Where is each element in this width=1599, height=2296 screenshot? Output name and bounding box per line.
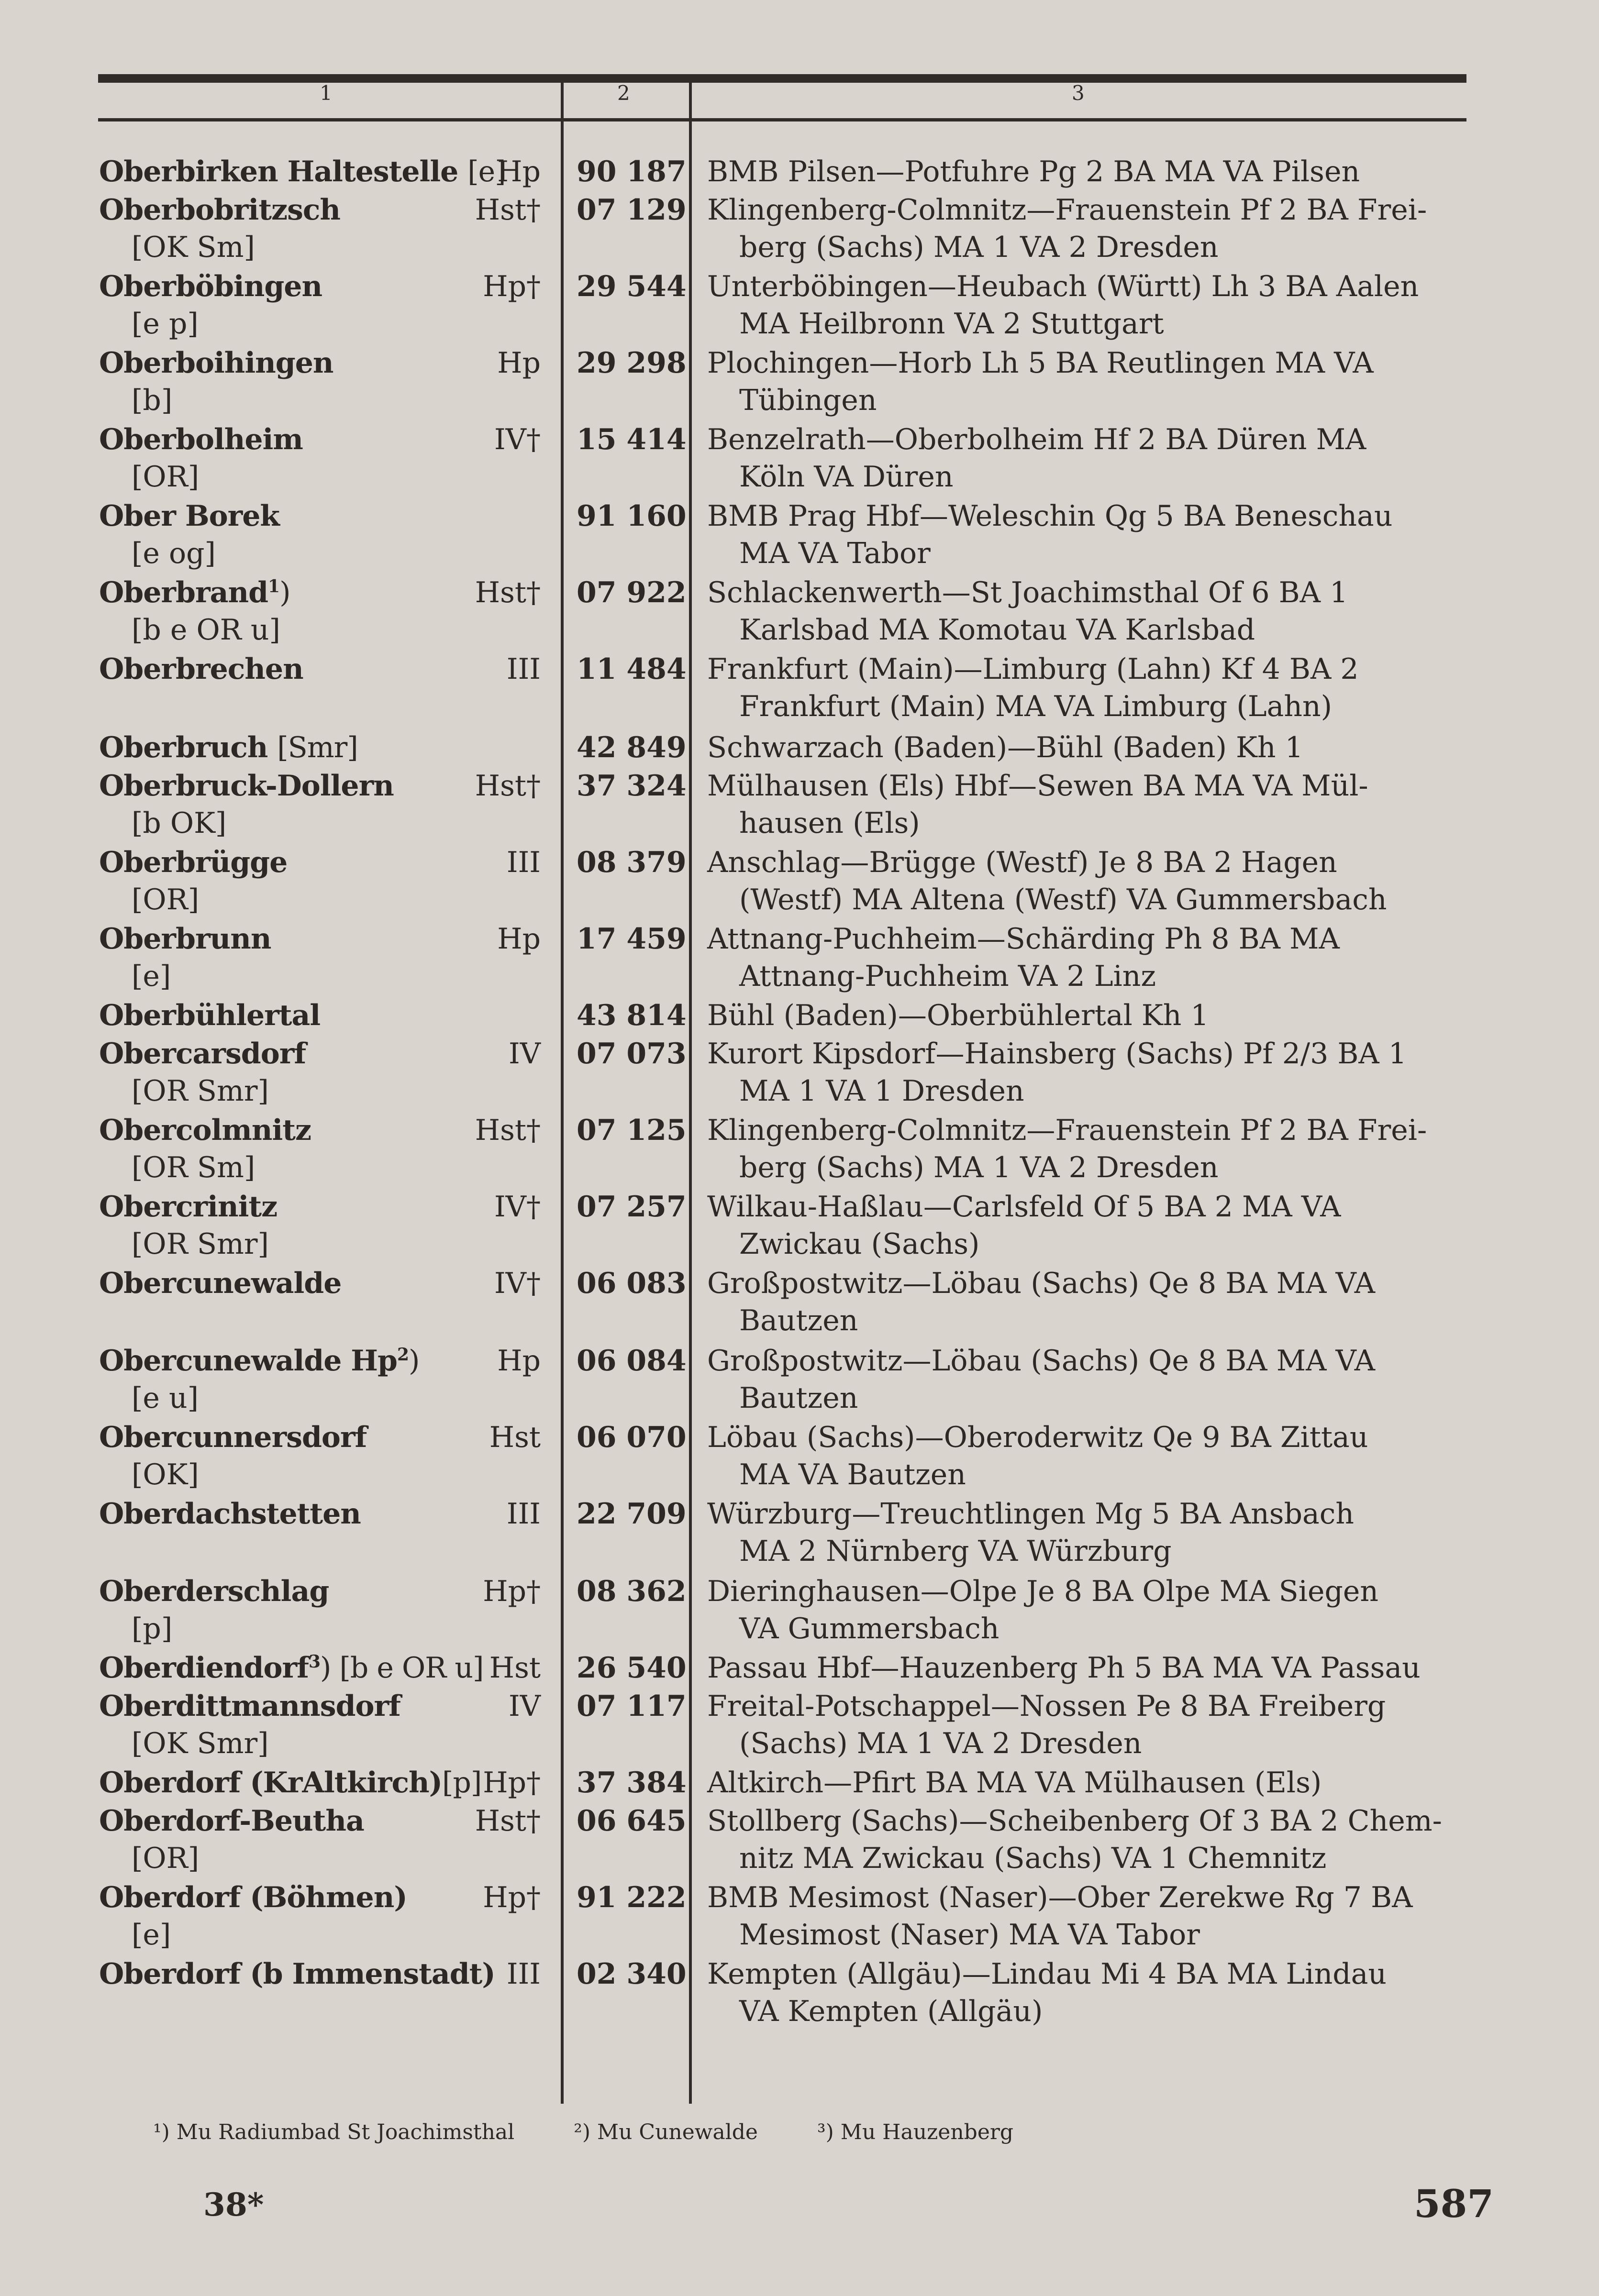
station-code: 08 362	[577, 1575, 687, 1608]
station-class: Hst	[489, 1651, 541, 1685]
station-class: IV†	[494, 423, 541, 456]
column-header-3: 3	[1072, 81, 1085, 105]
station-code: 17 459	[577, 922, 687, 956]
station-code: 08 379	[577, 846, 687, 879]
station-name: Oberbrunn	[99, 922, 271, 956]
station-code: 06 083	[577, 1267, 687, 1300]
station-detail-line2: Bautzen	[739, 1304, 858, 1337]
station-class: III	[506, 1957, 541, 1991]
station-detail-line1: Dieringhausen—Olpe Je 8 BA Olpe MA Siegen	[707, 1575, 1379, 1608]
station-detail-line2: berg (Sachs) MA 1 VA 2 Dresden	[739, 231, 1219, 264]
station-detail-line1: Stollberg (Sachs)—Scheibenberg Of 3 BA 2 Chem-	[707, 1804, 1442, 1838]
station-detail-line1: Schlackenwerth—St Joachimsthal Of 6 BA 1	[707, 576, 1348, 609]
station-bracket: [Smr]	[277, 731, 358, 764]
station-name: Oberderschlag	[99, 1575, 329, 1608]
station-entry	[0, 1957, 1599, 2034]
station-sub: [OR Sm]	[132, 1151, 255, 1184]
station-sub: [OR]	[132, 1842, 200, 1875]
station-detail-line1: Attnang-Puchheim—Schärding Ph 8 BA MA	[707, 922, 1340, 956]
station-sub: [e]	[132, 960, 171, 993]
station-class: Hst†	[475, 193, 541, 227]
station-detail-line2: MA 1 VA 1 Dresden	[739, 1074, 1024, 1108]
station-name: Obercrinitz	[99, 1190, 278, 1224]
station-detail-line1: Kempten (Allgäu)—Lindau Mi 4 BA MA Lindau	[707, 1957, 1387, 1991]
station-entry	[0, 1497, 1599, 1574]
station-code: 07 257	[577, 1190, 687, 1224]
station-detail-line2: Karlsbad MA Komotau VA Karlsbad	[739, 613, 1255, 647]
footnote-1: ¹) Mu Radiumbad St Joachimsthal	[153, 2120, 515, 2144]
station-sub: [OK Sm]	[132, 231, 255, 264]
station-code: 07 922	[577, 576, 687, 609]
station-sub: [OK]	[132, 1458, 199, 1491]
station-detail-line2: Tübingen	[739, 384, 877, 417]
page-number: 587	[1414, 2181, 1494, 2226]
station-name: Oberdachstetten	[99, 1497, 361, 1531]
station-entry	[0, 576, 1599, 652]
station-detail-line1: Würzburg—Treuchtlingen Mg 5 BA Ansbach	[707, 1497, 1355, 1531]
station-name: Oberbrand	[99, 576, 268, 609]
station-class: Hst†	[475, 576, 541, 609]
station-entry	[0, 1575, 1599, 1651]
station-sub: [OR]	[132, 460, 200, 494]
station-detail-line1: Kurort Kipsdorf—Hainsberg (Sachs) Pf 2/3 BA 1	[707, 1037, 1407, 1071]
station-detail-line1: Unterböbingen—Heubach (Württ) Lh 3 BA Aalen	[707, 270, 1419, 303]
column-header-1: 1	[320, 81, 333, 105]
station-sub: [e og]	[132, 537, 216, 570]
station-name: Obercunewalde Hp	[99, 1344, 397, 1378]
station-code: 06 645	[577, 1804, 687, 1838]
station-bracket: [e]	[467, 155, 506, 188]
station-code: 06 070	[577, 1421, 687, 1454]
station-code: 11 484	[577, 652, 687, 686]
station-name: Ober Borek	[99, 499, 279, 533]
station-entry	[0, 1344, 1599, 1421]
station-detail-line2: MA VA Bautzen	[739, 1458, 966, 1491]
station-name: Oberdittmannsdorf	[99, 1689, 400, 1723]
station-detail-line1: Klingenberg-Colmnitz—Frauenstein Pf 2 BA Frei-	[707, 1114, 1427, 1147]
header-bottom-rule	[98, 118, 1466, 121]
station-detail-line2: (Westf) MA Altena (Westf) VA Gummersbach	[739, 883, 1387, 916]
station-detail-line2: (Sachs) MA 1 VA 2 Dresden	[739, 1727, 1142, 1760]
station-detail-line1: Mülhausen (Els) Hbf—Sewen BA MA VA Mül-	[707, 769, 1368, 803]
station-detail-line2: hausen (Els)	[739, 806, 920, 840]
station-detail-line2: Attnang-Puchheim VA 2 Linz	[739, 960, 1156, 993]
station-name: Oberdorf (KrAltkirch)	[99, 1766, 443, 1799]
station-name: Oberbirken Haltestelle	[99, 155, 458, 188]
station-detail-line2: MA 2 Nürnberg VA Würzburg	[739, 1534, 1172, 1568]
station-entry	[0, 1267, 1599, 1343]
station-code: 07 073	[577, 1037, 687, 1071]
station-sub: [b OK]	[132, 806, 227, 840]
station-class: IV	[508, 1037, 541, 1071]
station-code: 43 814	[577, 999, 687, 1032]
station-class: Hp	[497, 155, 541, 188]
station-entry	[0, 1881, 1599, 1957]
station-detail-line1: BMB Prag Hbf—Weleschin Qg 5 BA Beneschau	[707, 499, 1393, 533]
footnote-2: ²) Mu Cunewalde	[574, 2120, 758, 2144]
station-detail-line2: MA VA Tabor	[739, 537, 931, 570]
station-name: Oberböbingen	[99, 270, 322, 303]
station-entry	[0, 1421, 1599, 1497]
station-code: 29 298	[577, 346, 687, 380]
station-detail-line2: berg (Sachs) MA 1 VA 2 Dresden	[739, 1151, 1219, 1184]
footnote-ref: 2	[397, 1345, 409, 1365]
station-sub: [e p]	[132, 307, 199, 341]
station-entry	[0, 1114, 1599, 1190]
station-name: Oberbruch	[99, 731, 268, 764]
station-class: III	[506, 1497, 541, 1531]
station-class: Hst†	[475, 769, 541, 803]
station-class: Hst†	[475, 1804, 541, 1838]
station-name: Oberdorf (b Immenstadt)	[99, 1957, 495, 1991]
station-class: Hst†	[475, 1114, 541, 1147]
station-class: III	[506, 652, 541, 686]
station-detail-line1: Großpostwitz—Löbau (Sachs) Qe 8 BA MA VA	[707, 1344, 1376, 1378]
station-detail-line1: Löbau (Sachs)—Oberoderwitz Qe 9 BA Zittau	[707, 1421, 1368, 1454]
station-entry	[0, 769, 1599, 846]
station-entry	[0, 499, 1599, 576]
station-class: Hp	[497, 346, 541, 380]
station-entry	[0, 1804, 1599, 1881]
station-name: Oberbobritzsch	[99, 193, 341, 227]
station-entry	[0, 1689, 1599, 1766]
station-sub: [b e OR u]	[132, 613, 280, 647]
station-sub: [OR Smr]	[132, 1074, 269, 1108]
column-header-2: 2	[617, 81, 630, 105]
station-detail-line1: BMB Mesimost (Naser)—Ober Zerekwe Rg 7 BA	[707, 1881, 1413, 1914]
station-detail-line1: Plochingen—Horb Lh 5 BA Reutlingen MA VA	[707, 346, 1374, 380]
station-entry	[0, 846, 1599, 922]
station-code: 06 084	[577, 1344, 687, 1378]
station-detail-line2: Köln VA Düren	[739, 460, 954, 494]
station-name: Oberboihingen	[99, 346, 333, 380]
station-name: Obercunewalde	[99, 1267, 342, 1300]
station-sub: [OK Smr]	[132, 1727, 269, 1760]
station-code: 26 540	[577, 1651, 687, 1685]
station-bracket: )	[279, 576, 290, 609]
station-detail-line2: MA Heilbronn VA 2 Stuttgart	[739, 307, 1164, 341]
station-code: 91 160	[577, 499, 687, 533]
station-bracket: ) [b e OR u]	[320, 1651, 484, 1685]
station-name: Obercolmnitz	[99, 1114, 311, 1147]
station-detail-line2: Mesimost (Naser) MA VA Tabor	[739, 1918, 1200, 1952]
station-class: IV†	[494, 1190, 541, 1224]
station-detail-line1: Wilkau-Haßlau—Carlsfeld Of 5 BA 2 MA VA	[707, 1190, 1341, 1224]
station-name: Obercarsdorf	[99, 1037, 306, 1071]
station-detail-line1: Benzelrath—Oberbolheim Hf 2 BA Düren MA	[707, 423, 1366, 456]
station-name: Oberbolheim	[99, 423, 303, 456]
station-detail-line1: Großpostwitz—Löbau (Sachs) Qe 8 BA MA VA	[707, 1267, 1376, 1300]
station-class: Hp†	[483, 1766, 541, 1799]
station-sub: [e]	[132, 1918, 171, 1952]
station-bracket: )	[409, 1344, 420, 1378]
header-top-rule	[98, 74, 1466, 83]
station-sub: [OR]	[132, 883, 200, 916]
station-code: 90 187	[577, 155, 687, 188]
station-sub: [b]	[132, 384, 173, 417]
station-detail-line1: Klingenberg-Colmnitz—Frauenstein Pf 2 BA Frei-	[707, 193, 1427, 227]
station-code: 07 129	[577, 193, 687, 227]
station-detail-line1: BMB Pilsen—Potfuhre Pg 2 BA MA VA Pilsen	[707, 155, 1360, 188]
station-code: 91 222	[577, 1881, 687, 1914]
station-entry	[0, 346, 1599, 423]
station-detail-line1: Schwarzach (Baden)—Bühl (Baden) Kh 1	[707, 731, 1303, 764]
station-code: 37 384	[577, 1766, 687, 1799]
station-detail-line2: VA Kempten (Allgäu)	[739, 1995, 1043, 2028]
station-bracket: [p]	[442, 1766, 482, 1799]
station-detail-line2: VA Gummersbach	[739, 1612, 999, 1645]
station-detail-line2: Frankfurt (Main) MA VA Limburg (Lahn)	[739, 690, 1332, 723]
station-entry	[0, 652, 1599, 729]
station-detail-line2: nitz MA Zwickau (Sachs) VA 1 Chemnitz	[739, 1842, 1327, 1875]
station-entry	[0, 423, 1599, 499]
station-class: Hp†	[483, 270, 541, 303]
station-name: Oberbruck-Dollern	[99, 769, 394, 803]
station-code: 29 544	[577, 270, 687, 303]
footnotes	[153, 2120, 1066, 2144]
station-code: 22 709	[577, 1497, 687, 1531]
station-code: 42 849	[577, 731, 687, 764]
station-class: IV	[508, 1689, 541, 1723]
station-detail-line1: Passau Hbf—Hauzenberg Ph 5 BA MA VA Passau	[707, 1651, 1421, 1685]
station-name: Oberdorf-Beutha	[99, 1804, 364, 1838]
station-sub: [p]	[132, 1612, 173, 1645]
station-detail-line2: Bautzen	[739, 1381, 858, 1415]
station-class: Hst	[489, 1421, 541, 1454]
station-detail-line1: Altkirch—Pfirt BA MA VA Mülhausen (Els)	[707, 1766, 1322, 1799]
station-sub: [e u]	[132, 1381, 199, 1415]
footnote-ref: 1	[268, 576, 280, 596]
station-detail-line1: Freital-Potschappel—Nossen Pe 8 BA Freiberg	[707, 1689, 1386, 1723]
station-name: Oberdiendorf	[99, 1651, 309, 1685]
footnote-3: ³) Mu Hauzenberg	[817, 2120, 1014, 2144]
station-sub: [OR Smr]	[132, 1227, 269, 1261]
station-class: Hp	[497, 922, 541, 956]
station-code: 15 414	[577, 423, 687, 456]
station-entry	[0, 270, 1599, 346]
station-name: Oberdorf (Böhmen)	[99, 1881, 407, 1914]
station-detail-line1: Anschlag—Brügge (Westf) Je 8 BA 2 Hagen	[707, 846, 1337, 879]
station-code: 07 125	[577, 1114, 687, 1147]
station-detail-line1: Bühl (Baden)—Oberbühlertal Kh 1	[707, 999, 1209, 1032]
station-entry	[0, 193, 1599, 270]
station-code: 02 340	[577, 1957, 687, 1991]
station-class: III	[506, 846, 541, 879]
station-code: 37 324	[577, 769, 687, 803]
printer-signature: 38*	[203, 2186, 264, 2223]
station-class: Hp†	[483, 1575, 541, 1608]
station-name: Oberbrügge	[99, 846, 288, 879]
station-class: IV†	[494, 1267, 541, 1300]
station-entry	[0, 1190, 1599, 1267]
station-class: Hp†	[483, 1881, 541, 1914]
footnote-ref: 3	[308, 1652, 321, 1672]
station-class: Hp	[497, 1344, 541, 1378]
station-name: Oberbrechen	[99, 652, 303, 686]
station-name: Oberbühlertal	[99, 999, 321, 1032]
station-code: 07 117	[577, 1689, 687, 1723]
station-detail-line2: Zwickau (Sachs)	[739, 1227, 980, 1261]
station-entry	[0, 1037, 1599, 1114]
station-name: Obercunnersdorf	[99, 1421, 367, 1454]
station-detail-line1: Frankfurt (Main)—Limburg (Lahn) Kf 4 BA 2	[707, 652, 1359, 686]
station-entry	[0, 922, 1599, 999]
